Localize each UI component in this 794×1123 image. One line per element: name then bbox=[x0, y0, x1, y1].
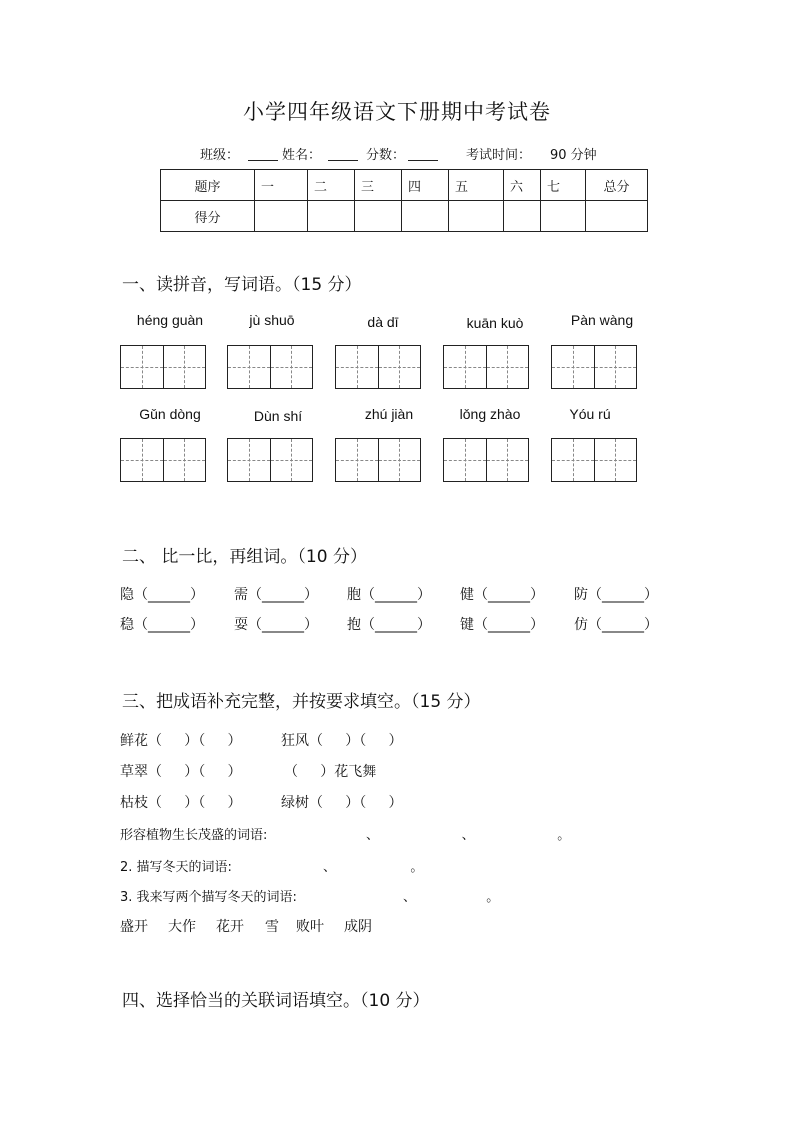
pinyin-label: Pàn wàng bbox=[570, 312, 634, 328]
time-value: 90 分钟 bbox=[550, 148, 597, 163]
question-1: 形容植物生长茂盛的词语: bbox=[120, 828, 268, 843]
writing-grid[interactable] bbox=[551, 438, 637, 482]
question-3: 3. 我来写两个描写冬天的词语: bbox=[120, 890, 297, 905]
score-cell[interactable] bbox=[355, 201, 402, 232]
score-cell[interactable] bbox=[449, 201, 504, 232]
score-table-score-row bbox=[161, 201, 648, 232]
idiom-item: 草翠（ ）（ ） bbox=[120, 764, 242, 780]
writing-grid[interactable] bbox=[443, 438, 529, 482]
section4-heading: 四、选择恰当的关联词语填空。（10 分） bbox=[122, 991, 430, 1011]
compare-item: 稳（______） bbox=[120, 617, 204, 633]
table-header-cell: 总分 bbox=[586, 170, 648, 201]
writing-grid[interactable] bbox=[551, 345, 637, 389]
table-header-cell: 题序 bbox=[161, 170, 255, 201]
pinyin-label: lǒng zhào bbox=[459, 406, 521, 422]
class-label: 班级： bbox=[200, 148, 240, 163]
question-2-blanks[interactable]: 、 。 bbox=[323, 860, 424, 875]
score-table bbox=[160, 169, 648, 232]
name-blank[interactable] bbox=[328, 148, 358, 161]
pinyin-label: jù shuō bbox=[249, 312, 295, 328]
section3-heading: 三、把成语补充完整，并按要求填空。（15 分） bbox=[122, 692, 481, 712]
word-bank-item: 盛开 bbox=[120, 919, 148, 935]
word-bank-item: 大作 bbox=[168, 919, 196, 935]
idiom-item: 狂风（ ）（ ） bbox=[281, 733, 403, 749]
word-bank-item: 败叶 bbox=[296, 919, 324, 935]
pinyin-label: héng guàn bbox=[136, 312, 204, 328]
writing-grid[interactable] bbox=[120, 438, 206, 482]
compare-item: 隐（______） bbox=[120, 587, 204, 603]
table-header-cell: 三 bbox=[355, 170, 402, 201]
idiom-item: 鲜花（ ）（ ） bbox=[120, 733, 242, 749]
score-cell[interactable] bbox=[586, 201, 648, 232]
compare-item: 键（______） bbox=[460, 617, 544, 633]
name-label: 姓名： bbox=[282, 148, 322, 163]
score-label: 分数： bbox=[366, 148, 406, 163]
table-header-cell: 四 bbox=[402, 170, 449, 201]
pinyin-label: dà dī bbox=[367, 314, 399, 330]
pinyin-label: Yóu rú bbox=[569, 406, 611, 422]
pinyin-label: kuān kuò bbox=[466, 315, 524, 331]
pinyin-label: zhú jiàn bbox=[364, 406, 414, 422]
compare-item: 仿（______） bbox=[574, 617, 658, 633]
word-bank-item: 花开 bbox=[216, 919, 244, 935]
compare-item: 胞（______） bbox=[347, 587, 431, 603]
table-header-cell: 五 bbox=[449, 170, 504, 201]
question-2: 2. 描写冬天的词语: bbox=[120, 860, 232, 875]
idiom-item: 绿树（ ）（ ） bbox=[281, 795, 403, 811]
page-title: 小学四年级语文下册期中考试卷 bbox=[243, 100, 551, 124]
table-header-cell: 二 bbox=[308, 170, 355, 201]
score-cell[interactable] bbox=[255, 201, 308, 232]
word-bank-item: 雪 bbox=[265, 919, 279, 935]
writing-grid[interactable] bbox=[227, 438, 313, 482]
time-label: 考试时间： bbox=[466, 148, 532, 163]
section2-heading: 二、 比一比，再组词。（10 分） bbox=[122, 547, 367, 567]
writing-grid[interactable] bbox=[120, 345, 206, 389]
score-cell[interactable] bbox=[541, 201, 586, 232]
score-cell[interactable] bbox=[504, 201, 541, 232]
idiom-item: 枯枝（ ）（ ） bbox=[120, 795, 242, 811]
score-cell[interactable] bbox=[308, 201, 355, 232]
compare-item: 需（______） bbox=[234, 587, 318, 603]
pinyin-label: Gǔn dòng bbox=[139, 406, 201, 422]
table-header-cell: 六 bbox=[504, 170, 541, 201]
compare-item: 耍（______） bbox=[234, 617, 318, 633]
compare-item: 抱（______） bbox=[347, 617, 431, 633]
word-bank-item: 成阴 bbox=[344, 919, 372, 935]
writing-grid[interactable] bbox=[443, 345, 529, 389]
table-header-cell: 一 bbox=[255, 170, 308, 201]
question-1-blanks[interactable]: 、 、 。 bbox=[366, 828, 571, 843]
score-table-header-row bbox=[161, 170, 648, 201]
writing-grid[interactable] bbox=[335, 438, 421, 482]
score-cell[interactable] bbox=[402, 201, 449, 232]
class-blank[interactable] bbox=[248, 148, 278, 161]
section1-heading: 一、读拼音，写词语。（15 分） bbox=[122, 275, 362, 295]
writing-grid[interactable] bbox=[335, 345, 421, 389]
pinyin-label: Dùn shí bbox=[253, 408, 303, 424]
idiom-item: （ ）花飞舞 bbox=[284, 764, 377, 780]
table-row-label: 得分 bbox=[161, 201, 255, 232]
compare-item: 健（______） bbox=[460, 587, 544, 603]
compare-item: 防（______） bbox=[574, 587, 658, 603]
table-header-cell: 七 bbox=[541, 170, 586, 201]
question-3-blanks[interactable]: 、 。 bbox=[403, 890, 500, 905]
writing-grid[interactable] bbox=[227, 345, 313, 389]
score-blank[interactable] bbox=[408, 148, 438, 161]
